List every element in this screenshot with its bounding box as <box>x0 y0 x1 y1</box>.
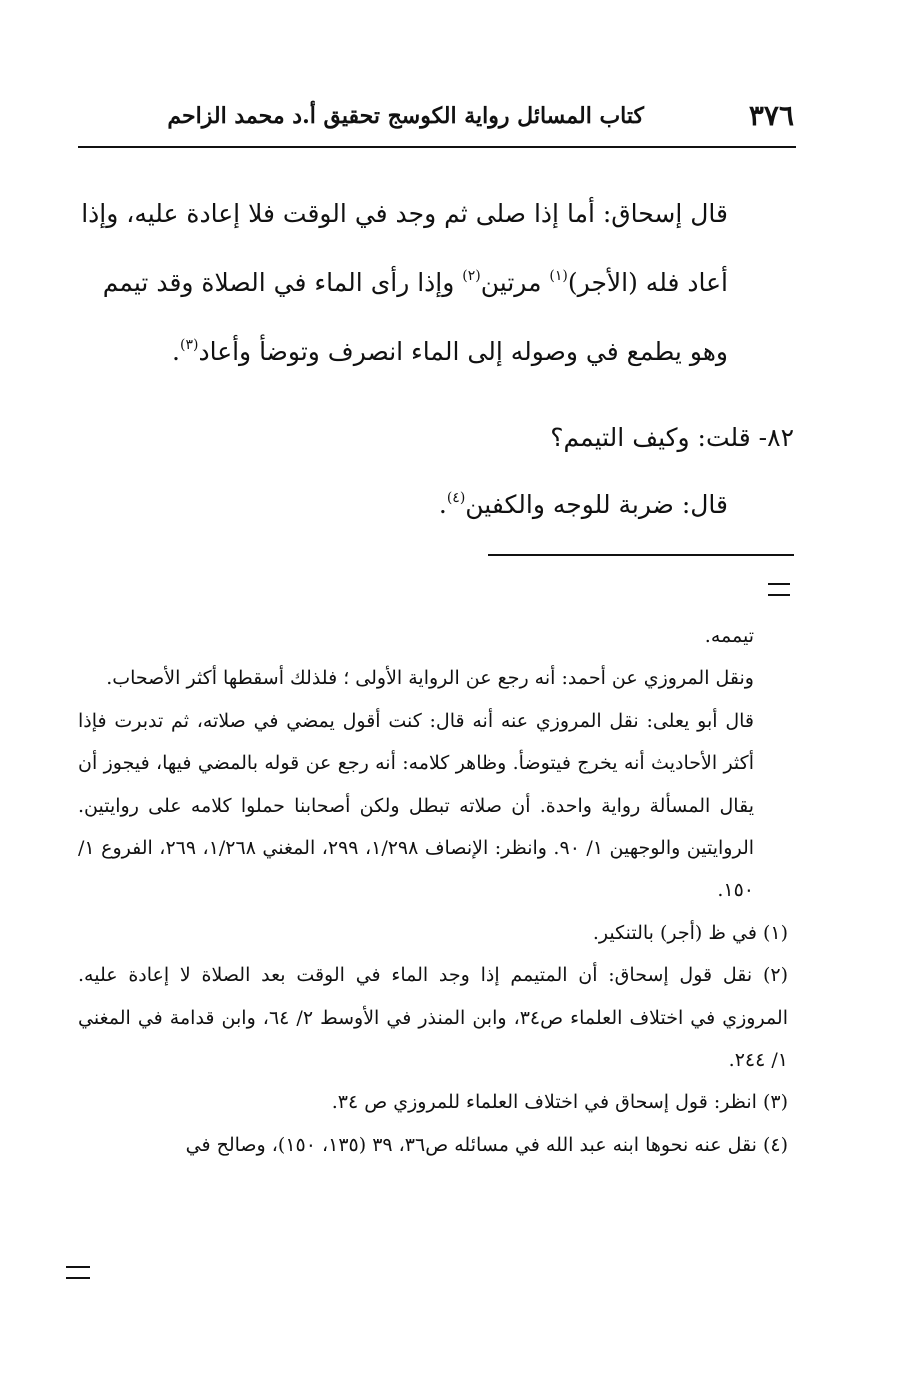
page-header <box>78 96 794 136</box>
running-title: كتاب المسائل رواية الكوسج تحقيق أ.د محمد الزاحم <box>167 103 644 129</box>
text-line: أعاد فله (الأجر)$^{(١)}$ مرتين$^{(٢)}$ وإذا رأى الماء في الصلاة وقد تيمم <box>102 268 728 297</box>
footnote-1: (١) في ظ (أجر) بالتنكير. <box>592 921 788 944</box>
main-paragraph <box>78 183 728 383</box>
footnote-4: (٤) نقل عنه نحوها ابنه عبد الله في مسائله ص٣٦، ٣٩ (١٣٥، ١٥٠)، وصالح في <box>185 1133 788 1156</box>
footnote-continued: ونقل المروزي عن أحمد: أنه رجع عن الرواية الأولى ؛ فلذلك أسقطها أكثر الأصحاب. <box>106 667 754 690</box>
issue-question: ٨٢- قلت: وكيف التيمم؟ <box>550 423 794 452</box>
issue-82 <box>78 408 794 468</box>
note-ref: (٢) <box>462 268 481 284</box>
text-line: وهو يطمع في وصوله إلى الماء انصرف وتوضأ وأعاد$^{(٣)}$. <box>172 337 728 366</box>
footnote-separator <box>488 554 794 556</box>
footnotes <box>78 615 788 1166</box>
continuation-mark <box>768 583 790 596</box>
continuation-mark <box>66 1266 90 1279</box>
note-ref: (٤) <box>446 490 466 506</box>
issue-answer: قال: ضربة للوجه والكفين$^{(٤)}$. <box>438 490 728 519</box>
footnote-continued: تيممه. <box>704 625 754 647</box>
page-number: ٣٧٦ <box>748 99 794 132</box>
footnote-2: (٢) نقل قول إسحاق: أن المتيمم إذا وجد الماء في الوقت بعد الصلاة لا إعادة عليه. المروزي في اختلاف العلماء ص٣٤، وابن المنذر في الأوسط ٢/ ٦٤، وابن قدامة في المغني ١/ ٢٤٤. <box>78 964 788 1072</box>
footnote-3: (٣) انظر: قول إسحاق في اختلاف العلماء للمروزي ص ٣٤. <box>331 1091 788 1114</box>
header-rule <box>78 146 796 148</box>
note-ref: (٣) <box>179 337 199 353</box>
text-line: قال إسحاق: أما إذا صلى ثم وجد في الوقت فلا إعادة عليه، وإذا <box>81 199 728 228</box>
footnote-continued: قال أبو يعلى: نقل المروزي عنه أنه قال: كنت أقول يمضي في صلاته، ثم تدبرت فإذا أكثر الأحاديث أنه يخرج فيتوضأ. وظاهر كلامه: أنه رجع عن قوله بالمضي فيها، فيجوز أن يقال المسألة رواية واحدة. أن صلاته تبطل ولكن أصحابنا حملوا كلامه على روايتين. الروايتين والوجهين ١/ ٩٠. وانظر: الإنصاف ١/٢٩٨، ٢٩٩، المغني ١/٢٦٨، ٢٦٩، الفروع ١/ ١٥٠. <box>78 709 755 902</box>
note-ref: (١) <box>549 268 568 284</box>
